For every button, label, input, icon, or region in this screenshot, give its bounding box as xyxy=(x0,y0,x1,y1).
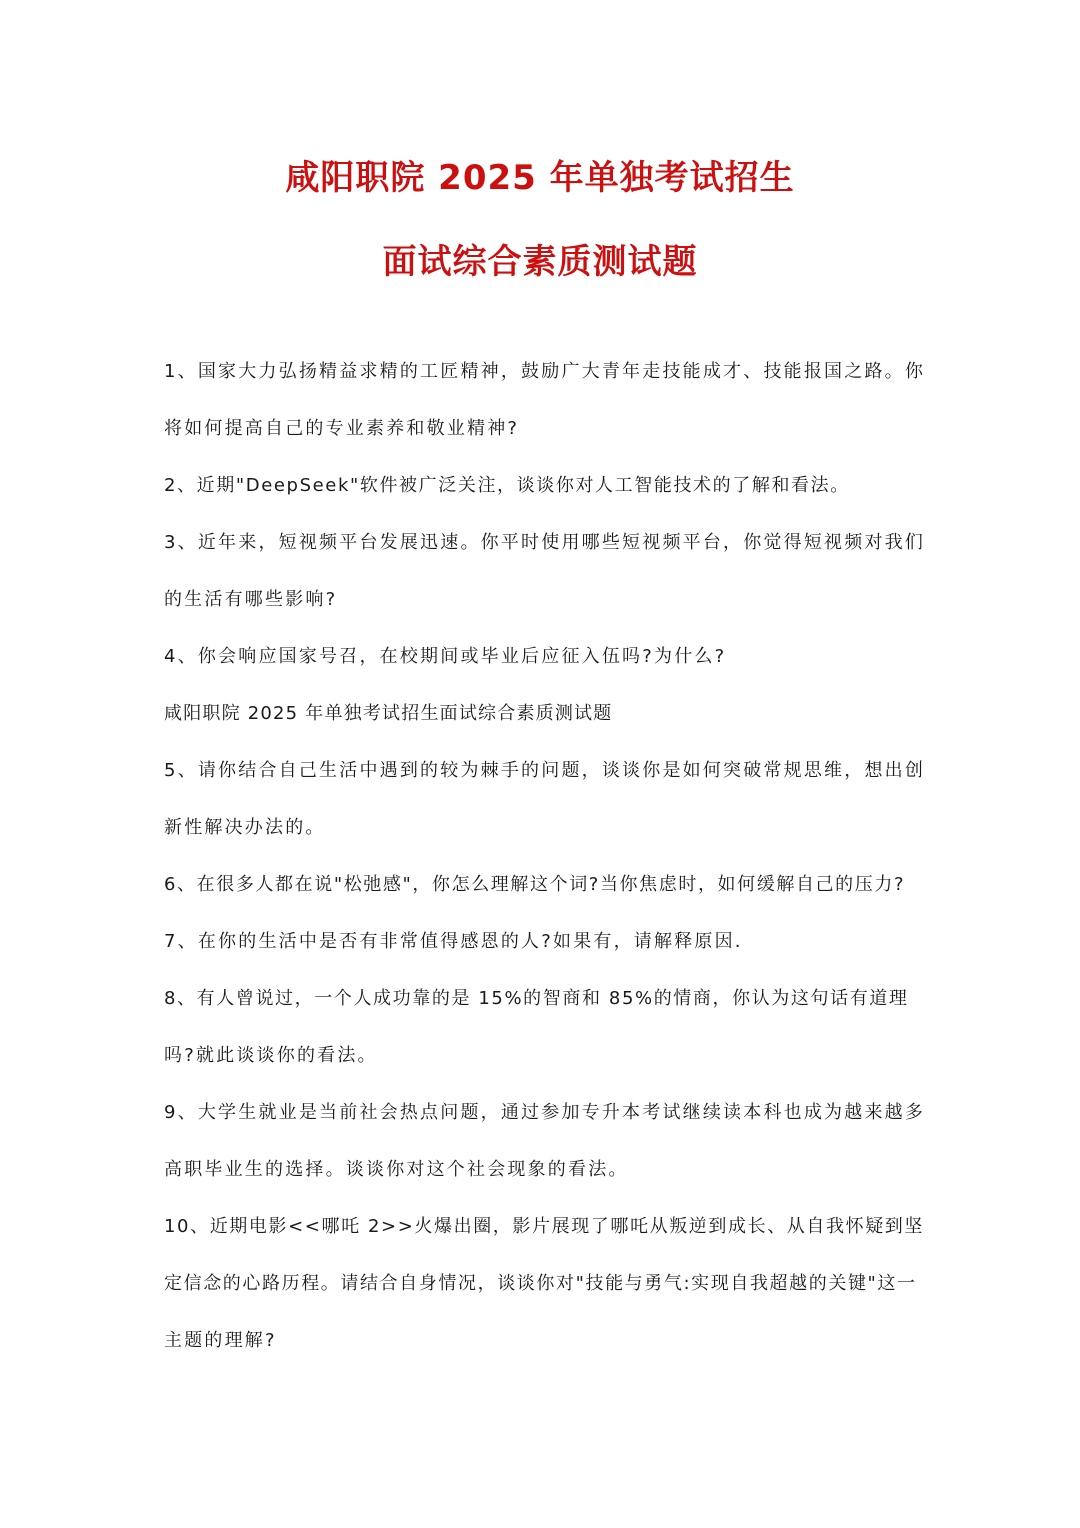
question-5-line-2: 新性解决办法的。 xyxy=(164,817,326,838)
question-9-line-2: 高职毕业生的选择。谈谈你对这个社会现象的看法。 xyxy=(164,1159,629,1180)
question-3-line-1: 3、近年来，短视频平台发展迅速。你平时使用哪些短视频平台，你觉得短视频对我们 xyxy=(164,532,926,553)
question-3-line-2: 的生活有哪些影响? xyxy=(164,589,338,610)
question-8-line-1: 8、有人曾说过，一个人成功靠的是 15%的智商和 85%的情商，你认为这句话有道理 xyxy=(164,988,909,1009)
repeated-header-text: 咸阳职院 2025 年单独考试招生面试综合素质测试题 xyxy=(164,703,613,724)
question-8-line-2: 吗?就此谈谈你的看法。 xyxy=(164,1045,378,1066)
question-4: 4、你会响应国家号召，在校期间或毕业后应征入伍吗?为什么? xyxy=(164,646,727,667)
question-2: 2、近期"DeepSeek"软件被广泛关注，谈谈你对人工智能技术的了解和看法。 xyxy=(164,475,850,496)
question-list xyxy=(164,350,924,1376)
question-5-line-1: 5、请你结合自己生活中遇到的较为棘手的问题，谈谈你是如何突破常规思维，想出创 xyxy=(164,760,926,781)
question-9-line-1: 9、大学生就业是当前社会热点问题，通过参加专升本考试继续读本科也成为越来越多 xyxy=(164,1102,926,1123)
question-6: 6、在很多人都在说"松弛感"，你怎么理解这个词?当你焦虑时，如何缓解自己的压力? xyxy=(164,874,906,895)
document-title-line-1: 咸阳职院 2025 年单独考试招生 xyxy=(285,158,795,198)
question-10-line-3: 主题的理解? xyxy=(164,1330,277,1351)
question-10-line-2: 定信念的心路历程。请结合自身情况，谈谈你对"技能与勇气:实现自我超越的关键"这一 xyxy=(164,1273,917,1294)
question-7: 7、在你的生活中是否有非常值得感恩的人?如果有，请解释原因. xyxy=(164,931,743,952)
question-10-line-1: 10、近期电影<<哪吒 2>>火爆出圈，影片展现了哪吒从叛逆到成长、从自我怀疑到坚 xyxy=(164,1216,925,1237)
question-1-line-1: 1、国家大力弘扬精益求精的工匠精神，鼓励广大青年走技能成才、技能报国之路。你 xyxy=(164,361,926,382)
question-1-line-2: 将如何提高自己的专业素养和敬业精神? xyxy=(164,418,520,439)
document-title-line-2: 面试综合素质测试题 xyxy=(382,242,698,282)
